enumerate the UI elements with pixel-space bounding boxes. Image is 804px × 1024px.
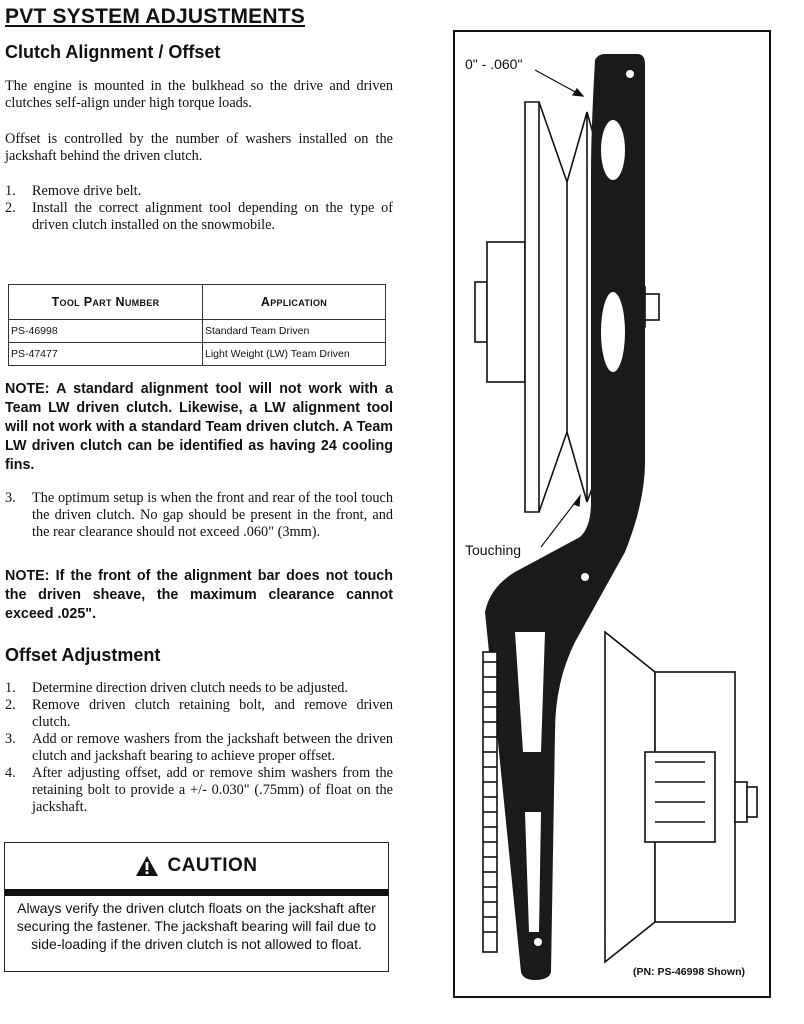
caution-label: CAUTION bbox=[167, 855, 258, 876]
touching-label: Touching bbox=[465, 542, 522, 558]
list-item: 2. Install the correct alignment tool depending on the type of driven clutch installed on the snowmobile. bbox=[5, 200, 393, 233]
alignment-tool-illustration bbox=[455, 32, 769, 996]
gap-label: 0" - .060" bbox=[465, 56, 523, 72]
table-cell: PS-46998 bbox=[9, 320, 203, 343]
column-header: Application bbox=[203, 285, 386, 320]
note-alignment-tool: NOTE: A standard alignment tool will not work with a Team LW driven clutch. Likewise, a LW alignment tool will not work with a standard Team driven clutch. A Team LW driven clutch can be identified as having 24 cooling fins. bbox=[5, 381, 393, 473]
alignment-steps-list bbox=[5, 183, 393, 234]
caution-divider bbox=[5, 889, 388, 896]
alignment-tool-figure bbox=[453, 30, 771, 998]
tool-part-table bbox=[8, 284, 386, 366]
figure-caption: (PN: PS-46998 Shown) bbox=[632, 966, 745, 978]
note-max-clearance: NOTE: If the front of the alignment bar does not touch the driven sheave, the maximum clearance cannot exceed .025". bbox=[5, 568, 393, 622]
leader-lines bbox=[535, 70, 583, 547]
step-3-list bbox=[5, 490, 393, 541]
offset-steps-list bbox=[5, 680, 393, 816]
caution-box bbox=[4, 842, 389, 972]
table-header-row bbox=[9, 285, 386, 320]
caution-text: Always verify the driven clutch floats on the jackshaft after securing the fastener. The jackshaft bearing will fail due to side-loading if the driven clutch is not allowed to float. bbox=[16, 900, 377, 952]
caution-header bbox=[5, 843, 388, 889]
list-item: 3. Add or remove washers from the jackshaft between the driven clutch and jackshaft bearing to achieve proper offset. bbox=[5, 731, 393, 764]
warning-triangle-icon bbox=[135, 855, 159, 877]
table-row bbox=[9, 320, 386, 343]
list-item: 3. The optimum setup is when the front and rear of the tool touch the driven clutch. No gap should be present in the front, and the rear clearance should not exceed .060" (3mm). bbox=[5, 490, 393, 540]
column-header: Tool Part Number bbox=[9, 285, 203, 320]
section-heading-clutch-alignment: Clutch Alignment / Offset bbox=[5, 42, 221, 62]
list-item: 1. Remove drive belt. bbox=[5, 183, 142, 199]
section-heading-offset-adjustment: Offset Adjustment bbox=[5, 645, 161, 665]
list-item: 4. After adjusting offset, add or remove shim washers from the retaining bolt to provide a +/- 0.030" (.75mm) of float on the jackshaft. bbox=[5, 765, 393, 815]
table-cell: Light Weight (LW) Team Driven bbox=[203, 343, 386, 366]
list-item: 2. Remove driven clutch retaining bolt, and remove driven clutch. bbox=[5, 697, 393, 730]
paragraph-offset-control: Offset is controlled by the number of washers installed on the jackshaft behind the driven clutch. bbox=[5, 131, 393, 164]
list-item: 1. Determine direction driven clutch needs to be adjusted. bbox=[5, 680, 349, 696]
page-title: PVT SYSTEM ADJUSTMENTS bbox=[5, 5, 305, 28]
paragraph-engine-mount: The engine is mounted in the bulkhead so the drive and driven clutches self-align under high torque loads. bbox=[5, 78, 393, 111]
table-row bbox=[9, 343, 386, 366]
table-cell: Standard Team Driven bbox=[203, 320, 386, 343]
table-cell: PS-47477 bbox=[9, 343, 203, 366]
